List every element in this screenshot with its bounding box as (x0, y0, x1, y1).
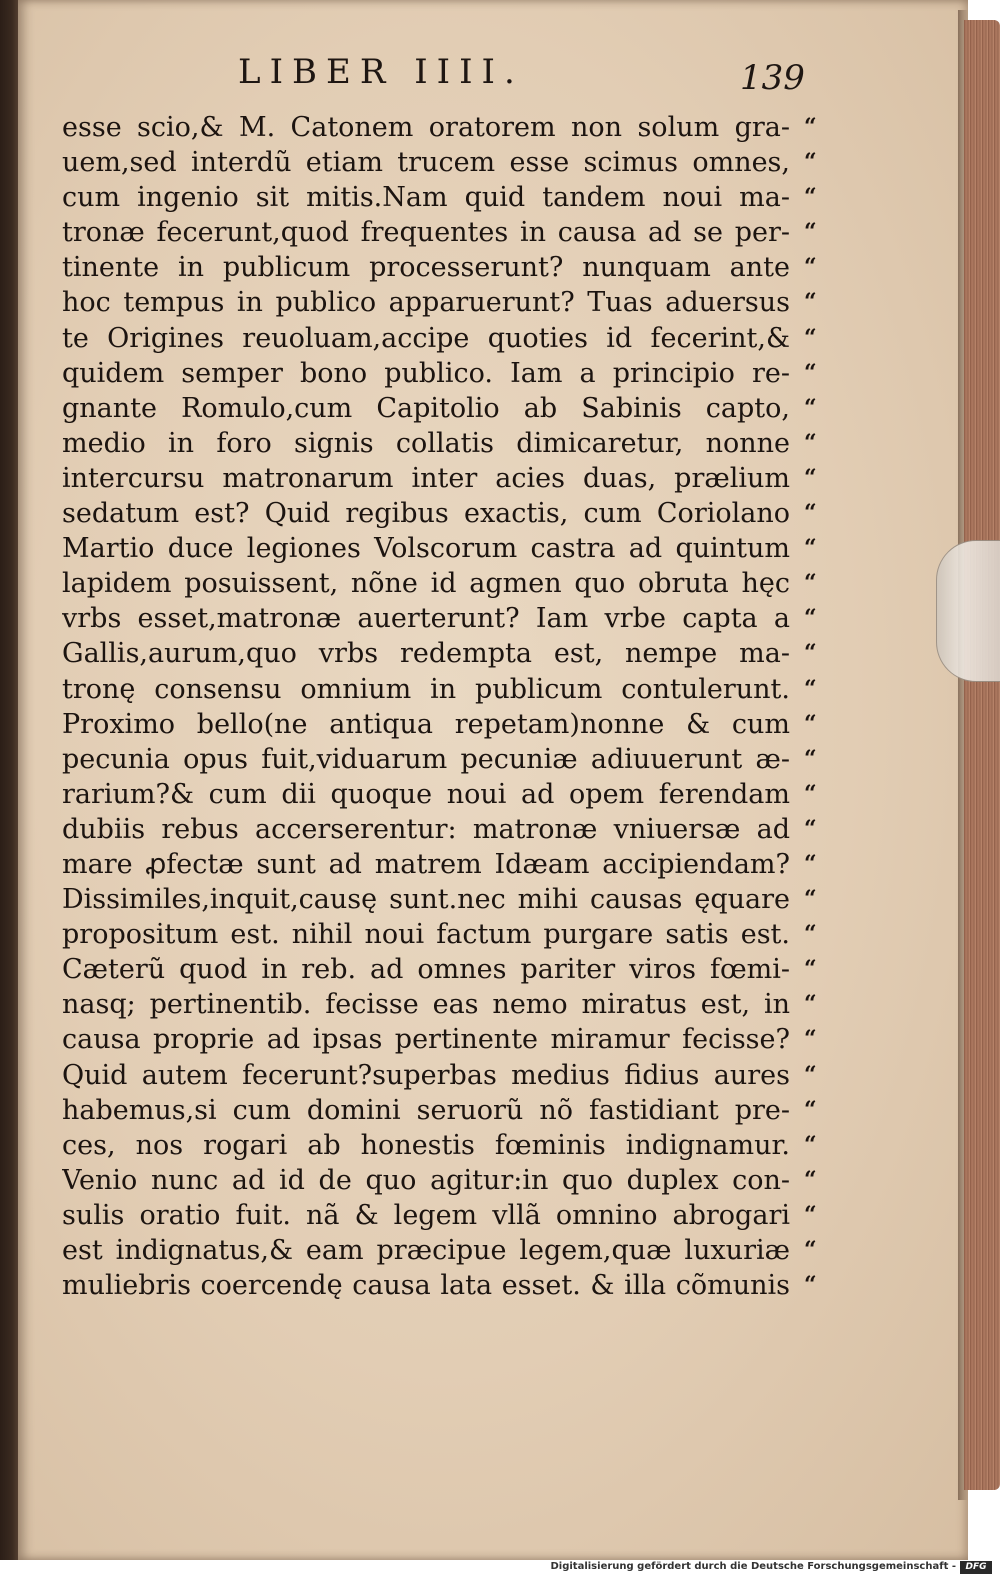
quotation-mark: “ (804, 289, 817, 316)
quotation-mark: “ (804, 815, 817, 842)
text-line-content: Gallis,aurum,quo vrbs redempta est, nempe ma- (62, 638, 790, 670)
text-line-content: Proximo bello(ne antiqua repetam)nonne & cum (62, 708, 790, 740)
quotation-mark: “ (804, 1096, 817, 1123)
text-line-content: vrbs esset,matronæ auerterunt? Iam vrbe capta a (62, 603, 790, 635)
text-line (62, 215, 842, 250)
text-line (62, 180, 842, 215)
text-line-content: tronę consensu omnium in publicum contulerunt. (62, 673, 790, 705)
text-line-content: muliebris coercendę causa lata esset. & illa cõmunis (62, 1270, 790, 1302)
quotation-mark: “ (804, 991, 817, 1018)
quotation-mark: “ (804, 429, 817, 456)
text-line-content: Martio duce legiones Volscorum castra ad quintum (62, 533, 790, 565)
text-line-content: sedatum est? Quid regibus exactis, cum Coriolano (62, 498, 790, 530)
text-line (62, 426, 842, 461)
quotation-mark: “ (804, 1061, 817, 1088)
quotation-mark: “ (804, 535, 817, 562)
text-line (62, 1198, 842, 1233)
text-line-content: est indignatus,& eam præcipue legem,quæ luxuriæ (62, 1235, 790, 1266)
text-line-content: Quid autem fecerunt?superbas medius fidius aures (62, 1059, 790, 1091)
text-line (62, 812, 842, 847)
quotation-mark: “ (804, 149, 817, 176)
text-line-content: rarium?& cum dii quoque noui ad opem ferendam (62, 778, 790, 810)
page-number: 139 (740, 58, 805, 98)
text-line-content: te Origines reuoluam,accipe quoties id fecerint,& (62, 322, 790, 354)
quotation-mark: “ (804, 254, 817, 281)
text-line-content: hoc tempus in publico apparuerunt? Tuas aduersus (62, 287, 790, 319)
text-line-content: Dissimiles,inquit,causę sunt.nec mihi causas ęquare (62, 884, 790, 916)
text-line (62, 917, 842, 952)
quotation-mark: “ (804, 464, 817, 491)
footer-credit: Digitalisierung gefördert durch die Deutsche Forschungsgemeinschaft - (550, 1561, 956, 1572)
text-line-content: uem,sed interdũ etiam trucem esse scimus omnes, (62, 147, 790, 179)
quotation-mark: “ (804, 850, 817, 877)
text-line-content: tinente in publicum processerunt? nunquam ante (62, 252, 790, 284)
text-line (62, 636, 842, 671)
text-line (62, 566, 842, 601)
text-line (62, 145, 842, 180)
dfg-logo: DFG (960, 1561, 992, 1574)
text-line (62, 987, 842, 1022)
text-line (62, 1058, 842, 1093)
quotation-mark: “ (804, 1166, 817, 1193)
quotation-mark: “ (804, 1237, 817, 1263)
text-line (62, 777, 842, 812)
text-line (62, 496, 842, 531)
quotation-mark: “ (804, 570, 817, 597)
text-line-content: habemus,si cum domini seruorũ nõ fastidiant pre- (62, 1094, 790, 1126)
text-line-content: quidem semper bono publico. Iam a principio re- (62, 357, 790, 389)
quotation-mark: “ (804, 1201, 817, 1228)
text-line-content: nasq; pertinentib. fecisse eas nemo miratus est, in (62, 989, 790, 1021)
text-line (62, 672, 842, 707)
text-line-content: ces, nos rogari ab honestis fœminis indignamur. (62, 1129, 790, 1161)
quotation-mark: “ (804, 956, 817, 983)
text-line (62, 356, 842, 391)
quotation-mark: “ (804, 394, 817, 421)
text-line-content: tronæ fecerunt,quod frequentes in causa ad se per- (62, 217, 790, 249)
text-line (62, 847, 842, 882)
quotation-mark: “ (804, 324, 817, 351)
text-line (62, 461, 842, 496)
text-line-content: dubiis rebus accerserentur: matronæ vniuersæ ad (62, 813, 790, 845)
text-line (62, 285, 842, 320)
text-line (62, 1093, 842, 1128)
text-line-content: esse scio,& M. Catonem oratorem non solum gra- (62, 112, 790, 143)
text-line-content: causa proprie ad ipsas pertinente miramur fecisse? (62, 1024, 790, 1056)
quotation-mark: “ (804, 1272, 817, 1299)
text-line (62, 321, 842, 356)
text-line (62, 882, 842, 917)
text-line (62, 1233, 842, 1268)
quotation-mark: “ (804, 1026, 817, 1053)
text-line (62, 531, 842, 566)
text-line-content: gnante Romulo,cum Capitolio ab Sabinis capto, (62, 392, 790, 424)
text-line-content: sulis oratio fuit. nã & legem vllã omnino abrogari (62, 1199, 790, 1231)
text-line (62, 707, 842, 742)
quotation-mark: “ (804, 219, 817, 246)
quotation-mark: “ (804, 886, 817, 913)
text-line (62, 952, 842, 987)
quotation-mark: “ (804, 114, 817, 140)
quotation-mark: “ (804, 780, 817, 807)
quotation-mark: “ (804, 1131, 817, 1158)
quotation-mark: “ (804, 710, 817, 737)
text-line-content: Venio nunc ad id de quo agitur:in quo duplex con- (62, 1164, 790, 1196)
quotation-mark: “ (804, 640, 817, 667)
quotation-mark: “ (804, 359, 817, 386)
text-line (62, 742, 842, 777)
text-line-content: intercursu matronarum inter acies duas, prælium (62, 462, 790, 494)
text-line (62, 391, 842, 426)
quotation-mark: “ (804, 745, 817, 772)
quotation-mark: “ (804, 675, 817, 702)
page-stack-edge (964, 20, 1000, 1490)
text-line (62, 601, 842, 636)
glass-page-clip (936, 540, 1000, 682)
quotation-mark: “ (804, 605, 817, 632)
body-text (62, 110, 842, 1303)
binding-edge (0, 0, 20, 1560)
text-line (62, 250, 842, 285)
quotation-mark: “ (804, 921, 817, 948)
running-head: LIBER IIII. (238, 52, 524, 92)
quotation-mark: “ (804, 184, 817, 211)
text-line (62, 1268, 842, 1303)
text-line-content: Cæterũ quod in reb. ad omnes pariter viros fœmi- (62, 954, 790, 986)
text-line (62, 1163, 842, 1198)
text-line (62, 1022, 842, 1057)
text-line-content: lapidem posuissent, nõne id agmen quo obruta hęc (62, 568, 790, 600)
text-line (62, 1128, 842, 1163)
quotation-mark: “ (804, 500, 817, 527)
text-line (62, 110, 842, 145)
text-line-content: propositum est. nihil noui factum purgare satis est. (62, 919, 790, 951)
text-line-content: pecunia opus fuit,viduarum pecuniæ adiuuerunt æ- (62, 743, 790, 775)
text-line-content: medio in foro signis collatis dimicaretur, nonne (62, 427, 790, 459)
page-header (62, 52, 805, 102)
text-line-content: mare ꝓfectæ sunt ad matrem Idæam accipiendam? (62, 848, 790, 880)
text-line-content: cum ingenio sit mitis.Nam quid tandem noui ma- (62, 182, 790, 214)
